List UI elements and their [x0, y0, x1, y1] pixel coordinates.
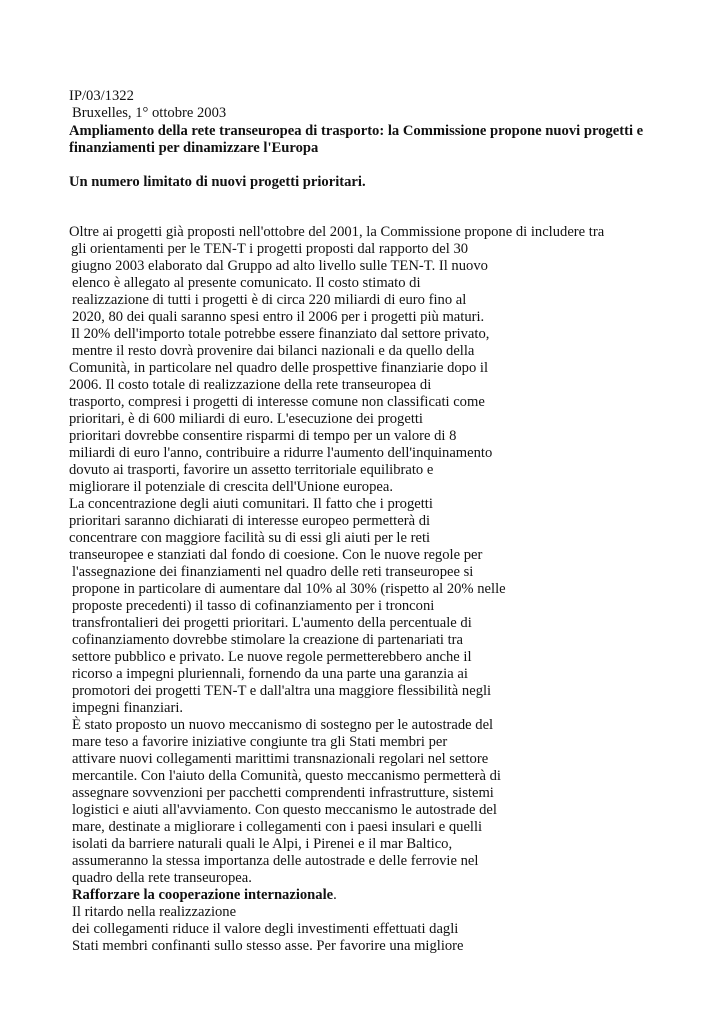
body-line: mentre il resto dovrà provenire dai bilanci nazionali e da quello della	[72, 343, 475, 359]
body-line: La concentrazione degli aiuti comunitari. Il fatto che i progetti	[69, 496, 433, 512]
body-line: settore pubblico e privato. Le nuove regole permetterebbero anche il	[72, 649, 472, 665]
body-line: mare teso a favorire iniziative congiunte tra gli Stati membri per	[72, 734, 448, 750]
body-line: Il 20% dell'importo totale potrebbe essere finanziato dal settore privato,	[71, 326, 490, 342]
body-line: promotori dei progetti TEN-T e dall'altra una maggiore flessibilità negli	[72, 683, 492, 699]
body-line: assumeranno la stessa importanza delle autostrade e delle ferrovie nel	[72, 853, 479, 869]
body-line: Il ritardo nella realizzazione	[72, 904, 237, 920]
body-line: Oltre ai progetti già proposti nell'ottobre del 2001, la Commissione propone di includere tra	[69, 224, 605, 240]
body-line: transeuropee e stanziati dal fondo di coesione. Con le nuove regole per	[69, 547, 483, 563]
body-line: l'assegnazione dei finanziamenti nel quadro delle reti transeuropee si	[72, 564, 474, 580]
body-line: giugno 2003 elaborato dal Gruppo ad alto livello sulle TEN-T. Il nuovo	[71, 258, 488, 274]
body-line: ricorso a impegni pluriennali, fornendo da una parte una garanzia ai	[72, 666, 468, 682]
body-line: È stato proposto un nuovo meccanismo di sostegno per le autostrade del	[72, 717, 494, 733]
body-line: isolati da barriere naturali quali le Alpi, i Pirenei e il mar Baltico,	[72, 836, 453, 852]
body-line: attivare nuovi collegamenti marittimi transnazionali regolari nel settore	[72, 751, 489, 767]
subtitle: Un numero limitato di nuovi progetti prioritari.	[69, 174, 366, 190]
body-line: assegnare sovvenzioni per pacchetti comprendenti infrastrutture, sistemi	[72, 785, 494, 801]
press-release-reference: IP/03/1322	[69, 88, 134, 104]
body-line: dei collegamenti riduce il valore degli investimenti effettuati dagli	[72, 921, 459, 937]
body-line: elenco è allegato al presente comunicato. Il costo stimato di	[72, 275, 421, 291]
body-line: 2006. Il costo totale di realizzazione della rete transeuropea di	[69, 377, 432, 393]
body-line: prioritari, è di 600 miliardi di euro. L'esecuzione dei progetti	[69, 411, 423, 427]
document-title-continued: finanziamenti per dinamizzare l'Europa	[69, 140, 319, 156]
body-line: concentrare con maggiore facilità su di essi gli aiuti per le reti	[69, 530, 431, 546]
body-line: transfrontalieri dei progetti prioritari. L'aumento della percentuale di	[72, 615, 472, 631]
body-line: gli orientamenti per le TEN-T i progetti proposti dal rapporto del 30	[71, 241, 469, 257]
section-heading-period: .	[333, 887, 337, 903]
body-line: logistici e aiuti all'avviamento. Con questo meccanismo le autostrade del	[72, 802, 497, 818]
body-line: cofinanziamento dovrebbe stimolare la creazione di partenariati tra	[72, 632, 464, 648]
body-line: proposte precedenti) il tasso di cofinanziamento per i tronconi	[72, 598, 435, 614]
body-line: propone in particolare di aumentare dal 10% al 30% (rispetto al 20% nelle	[72, 581, 506, 597]
body-line: mercantile. Con l'aiuto della Comunità, questo meccanismo permetterà di	[72, 768, 501, 784]
body-line: prioritari dovrebbe consentire risparmi di tempo per un valore di 8	[69, 428, 457, 444]
document-title: Ampliamento della rete transeuropea di trasporto: la Commissione propone nuovi progetti e	[69, 123, 644, 139]
body-line: migliorare il potenziale di crescita dell'Unione europea.	[69, 479, 393, 495]
body-line: mare, destinate a migliorare i collegamenti con i paesi insulari e quelli	[72, 819, 483, 835]
body-line: trasporto, compresi i progetti di interesse comune non classificati come	[69, 394, 485, 410]
section-heading-text: Rafforzare la cooperazione internazionale	[72, 887, 334, 903]
body-line: miliardi di euro l'anno, contribuire a ridurre l'aumento dell'inquinamento	[69, 445, 493, 461]
body-line: quadro della rete transeuropea.	[72, 870, 252, 886]
body-line: Stati membri confinanti sullo stesso asse. Per favorire una migliore	[72, 938, 464, 954]
body-line: Comunità, in particolare nel quadro delle prospettive finanziarie dopo il	[69, 360, 489, 376]
section-heading	[72, 887, 337, 904]
body-line: 2020, 80 dei quali saranno spesi entro il 2006 per i progetti più maturi.	[72, 309, 485, 325]
body-line: impegni finanziari.	[72, 700, 184, 716]
dateline: Bruxelles, 1° ottobre 2003	[72, 105, 227, 121]
body-line: prioritari saranno dichiarati di interesse europeo permetterà di	[69, 513, 431, 529]
body-line: realizzazione di tutti i progetti è di circa 220 miliardi di euro fino al	[72, 292, 467, 308]
body-line: dovuto ai trasporti, favorire un assetto territoriale equilibrato e	[69, 462, 434, 478]
